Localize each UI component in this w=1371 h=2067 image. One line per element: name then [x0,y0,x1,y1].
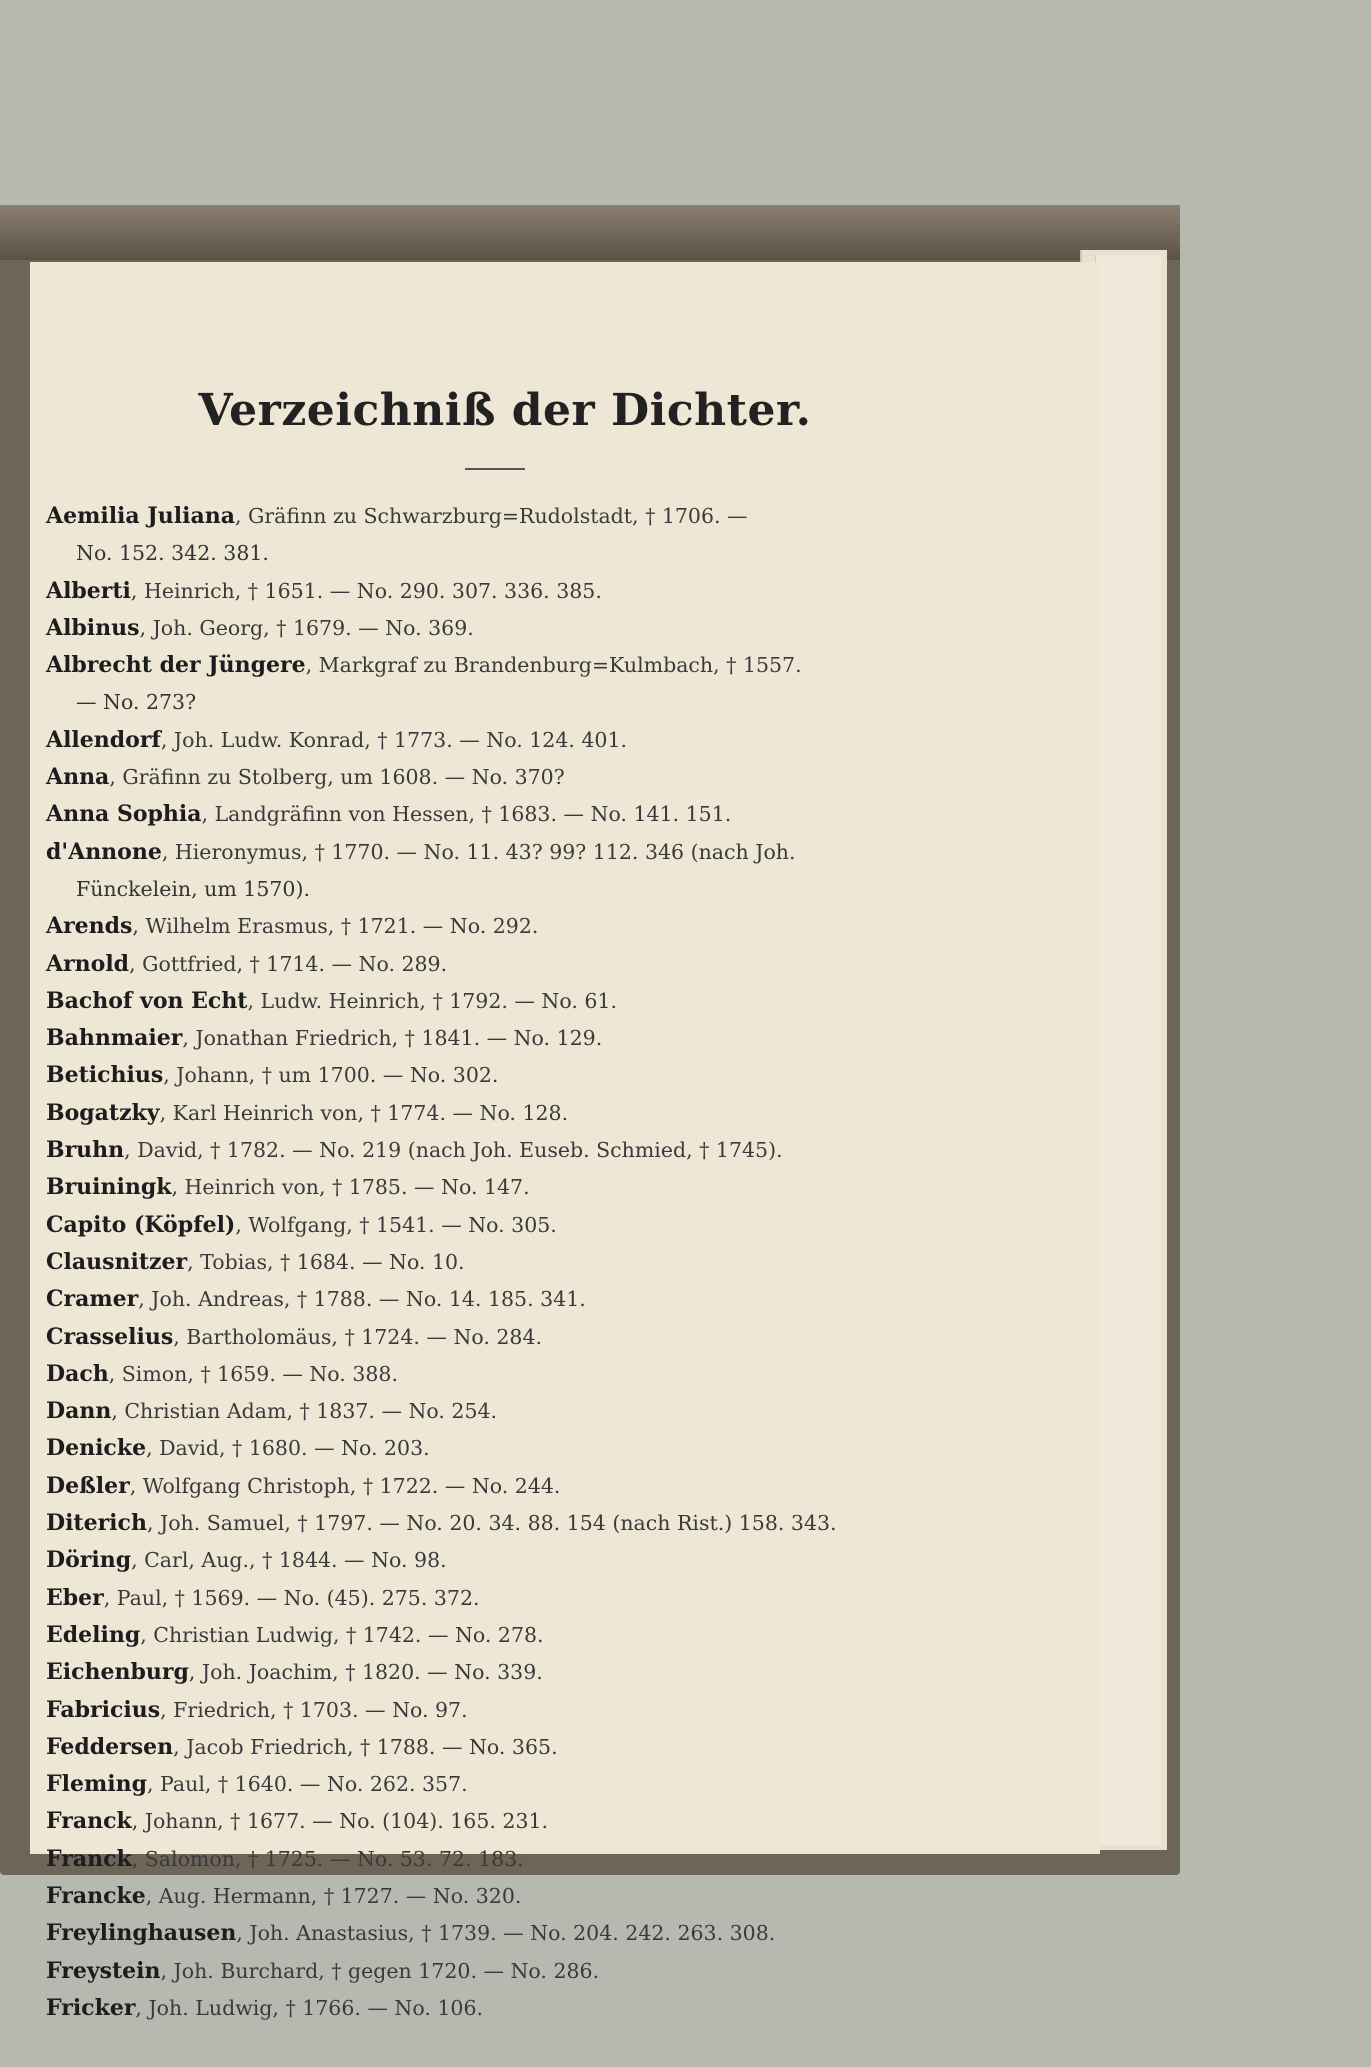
index-entry [46,1281,946,1318]
entry-details: , Bartholomäus, † 1724. — No. 284. [173,1324,543,1349]
entry-details: , Heinrich von, † 1785. — No. 147. [171,1175,530,1200]
entry-continuation: — No. 273? [76,690,197,715]
poet-name: Eichenburg [46,1659,189,1686]
index-entry [46,1692,946,1729]
entry-details: , Friedrich, † 1703. — No. 97. [160,1697,468,1722]
poet-name: Fleming [46,1771,147,1798]
entry-details: , Ludw. Heinrich, † 1792. — No. 61. [247,988,617,1013]
index-entry [46,946,946,983]
index-entry [46,1803,946,1840]
entry-details: , Joh. Burchard, † gegen 1720. — No. 286. [160,1958,600,1983]
index-entry [46,1878,946,1915]
entry-details: , Carl, Aug., † 1844. — No. 98. [131,1548,447,1573]
index-entry [46,1654,946,1691]
page-title: Verzeichniß der Dichter. [198,385,812,436]
entry-details: , Joh. Anastasius, † 1739. — No. 204. 242. 263. 308. [236,1921,776,1946]
index-entry [46,1020,946,1057]
poet-name: Anna Sophia [46,801,202,828]
poet-name: Denicke [46,1435,147,1462]
poet-name: Crasselius [46,1323,174,1350]
index-entry [46,759,946,796]
entry-details: , Salomon, † 1725. — No. 53. 72. 183. [131,1846,524,1871]
poet-name: Bahnmaier [46,1025,183,1052]
index-entry [46,1393,946,1430]
entry-details: , David, † 1782. — No. 219 (nach Joh. Euseb. Schmied, † 1745). [124,1138,783,1163]
entry-details: , Joh. Ludwig, † 1766. — No. 106. [135,1995,484,2020]
index-entry [46,1841,946,1878]
index-entry [46,1915,946,1952]
poet-name: Arnold [46,950,130,977]
poet-name: Albrecht der Jüngere [46,652,306,679]
entry-details: , Joh. Georg, † 1679. — No. 369. [139,615,474,640]
index-entry [46,983,946,1020]
poet-name: Albinus [46,614,140,641]
poet-index-list [46,498,946,2027]
entry-details: , Johann, † um 1700. — No. 302. [163,1063,499,1088]
poet-name: Diterich [46,1510,147,1537]
poet-name: Bogatzky [46,1099,160,1126]
poet-name: Deßler [46,1472,130,1499]
index-entry [46,1468,946,1505]
index-entry [46,1356,946,1393]
poet-name: Francke [46,1882,146,1909]
index-entry [46,1617,946,1654]
entry-details: , Christian Adam, † 1837. — No. 254. [111,1399,498,1424]
index-entry [46,647,946,684]
index-entry [46,1057,946,1094]
entry-details: , David, † 1680. — No. 203. [146,1436,430,1461]
entry-details: , Joh. Samuel, † 1797. — No. 20. 34. 88. 154 (nach Rist.) 158. 343. [146,1511,837,1536]
entry-details: , Wilhelm Erasmus, † 1721. — No. 292. [132,914,539,939]
index-entry [46,722,946,759]
title-rule [465,468,525,470]
entry-details: , Joh. Ludw. Konrad, † 1773. — No. 124. 401. [160,727,628,752]
book-spine-top [0,205,1180,260]
entry-details: , Simon, † 1659. — No. 388. [108,1361,398,1386]
index-entry [46,1580,946,1617]
poet-name: Freystein [46,1957,161,1984]
poet-name: Freylinghausen [46,1920,237,1947]
entry-details: , Landgräfinn von Hessen, † 1683. — No. 141. 151. [201,802,732,827]
poet-name: Betichius [46,1062,164,1089]
poet-name: Franck [46,1845,132,1872]
entry-details: , Wolfgang, † 1541. — No. 305. [235,1212,557,1237]
index-entry [46,1132,946,1169]
poet-name: Anna [46,764,110,791]
index-entry [46,1095,946,1132]
index-entry [46,1953,946,1990]
entry-details: , Tobias, † 1684. — No. 10. [187,1249,465,1274]
index-entry [46,1319,946,1356]
poet-name: Dach [46,1360,109,1387]
poet-name: Fabricius [46,1696,161,1723]
index-entry [46,1430,946,1467]
entry-details: , Aug. Hermann, † 1727. — No. 320. [145,1883,522,1908]
index-entry [46,1990,946,2027]
poet-name: d'Annone [46,838,162,865]
index-entry [46,1505,946,1542]
index-entry [46,610,946,647]
poet-name: Bruiningk [46,1174,172,1201]
entry-details: , Paul, † 1640. — No. 262. 357. [147,1772,468,1797]
index-entry [46,834,946,871]
entry-continuation: Fünckelein, um 1570). [76,876,310,901]
entry-details: , Heinrich, † 1651. — No. 290. 307. 336. 385. [130,578,602,603]
poet-name: Clausnitzer [46,1248,188,1275]
poet-name: Döring [46,1547,132,1574]
entry-details: , Paul, † 1569. — No. (45). 275. 372. [103,1585,480,1610]
poet-name: Arends [46,913,133,940]
index-entry [46,573,946,610]
index-entry [46,908,946,945]
poet-name: Franck [46,1808,132,1835]
entry-details: , Gottfried, † 1714. — No. 289. [129,951,448,976]
poet-name: Feddersen [46,1733,174,1760]
index-entry [46,796,946,833]
index-entry [46,1169,946,1206]
entry-details: , Jacob Friedrich, † 1788. — No. 365. [173,1734,558,1759]
poet-name: Allendorf [46,726,161,753]
poet-name: Bruhn [46,1137,125,1164]
entry-details: , Gräfinn zu Stolberg, um 1608. — No. 370? [109,765,565,790]
index-entry [46,1766,946,1803]
entry-details: , Wolfgang Christoph, † 1722. — No. 244. [129,1473,561,1498]
entry-details: , Markgraf zu Brandenburg=Kulmbach, † 1557. [305,653,802,678]
entry-details: , Gräfinn zu Schwarzburg=Rudolstadt, † 1706. — [234,504,748,528]
entry-details: , Jonathan Friedrich, † 1841. — No. 129. [182,1026,603,1051]
poet-name: Cramer [46,1286,139,1313]
poet-name: Edeling [46,1621,141,1648]
entry-details: , Christian Ludwig, † 1742. — No. 278. [140,1622,544,1647]
poet-name: Capito (Köpfel) [46,1211,236,1238]
poet-name: Dann [46,1398,112,1425]
poet-name: Alberti [46,577,131,604]
entry-continuation: No. 152. 342. 381. [76,541,269,566]
poet-name: Fricker [46,1994,136,2021]
page-edge [1095,255,1161,1845]
entry-details: , Joh. Andreas, † 1788. — No. 14. 185. 341. [138,1287,586,1312]
index-entry [46,498,946,535]
index-entry [46,1729,946,1766]
index-entry [46,1207,946,1244]
poet-name: Bachof von Echt [46,987,248,1014]
entry-details: , Karl Heinrich von, † 1774. — No. 128. [159,1100,569,1125]
index-entry [46,1542,946,1579]
poet-name: Eber [46,1584,104,1611]
entry-details: , Hieronymus, † 1770. — No. 11. 43? 99? 112. 346 (nach Joh. [161,839,796,864]
entry-details: , Joh. Joachim, † 1820. — No. 339. [188,1660,543,1685]
entry-details: , Johann, † 1677. — No. (104). 165. 231. [131,1809,549,1834]
poet-name: Aemilia Juliana [46,503,235,529]
index-entry [46,1244,946,1281]
